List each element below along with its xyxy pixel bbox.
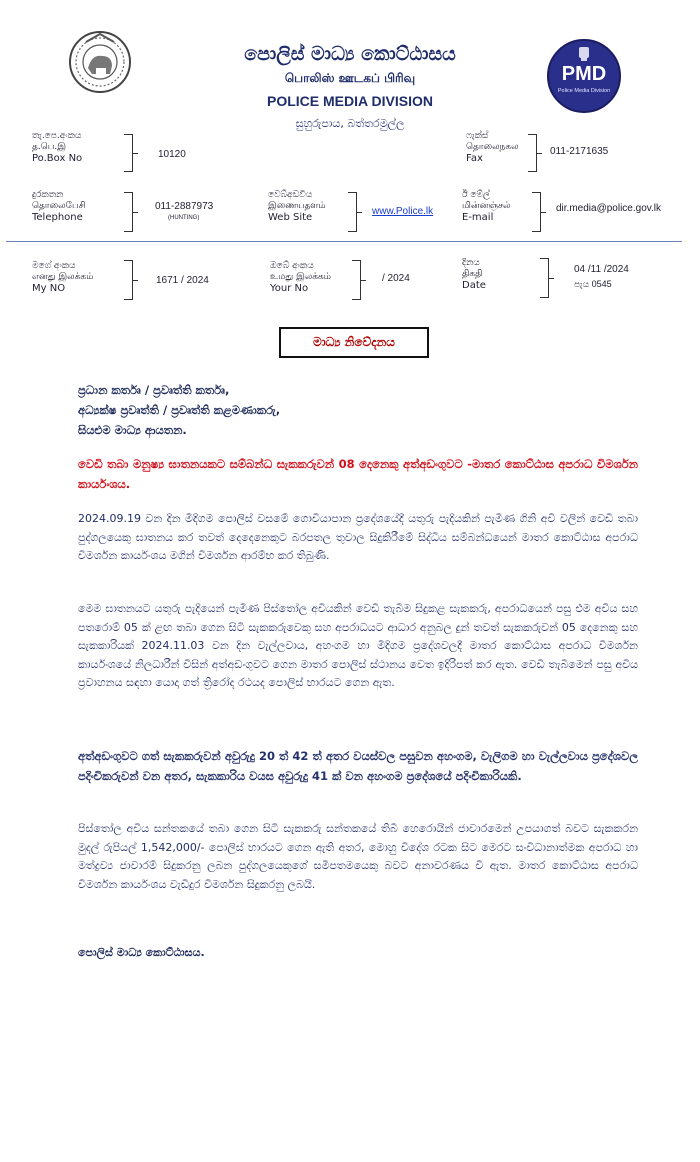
- recipient-line: අධ්‍යක්ෂ ප්‍රවෘත්ති / ප්‍රවෘත්ති කළමණාකරු,: [78, 403, 281, 417]
- email-label: ඊ මේල් மின்னஞ்சல் E-mail: [462, 190, 511, 223]
- recipient-line: සියළුම මාධ්‍ය ආයතන.: [78, 423, 187, 437]
- header-divider: [6, 241, 682, 242]
- time-value: පැය 0545: [574, 279, 612, 289]
- date-label: දිනය திகதி Date: [462, 258, 486, 291]
- recipient-line: ප්‍රධාන කර්තෘ / ප්‍රවෘත්ති කර්තෘ,: [78, 383, 230, 397]
- fax-value: 011-2171635: [550, 146, 609, 157]
- page-title-sinhala: පොලිස් මාධ්‍ය කොට්ඨාසය: [244, 43, 456, 65]
- page-title-english: POLICE MEDIA DIVISION: [267, 93, 433, 109]
- my-no-label: මගේ අංකය எனது இலக்கம் My NO: [32, 261, 94, 294]
- page-title-tamil: பொலிஸ் ஊடகப் பிரிவு: [284, 71, 416, 85]
- email-value[interactable]: dir.media@police.gov.lk: [556, 203, 662, 214]
- pmd-logo: [546, 38, 622, 114]
- paragraph-2: මෙම ඝාතනයට යතුරු පැදියෙන් පැමිණ පිස්තෝල අවියකින් වෙඩි තැබීම සිදුකළ සැකකරු, අපරාධයෙන් පසු එම අවිය සහ පතරොම් 05 ක් ළඟ තබා ගෙන සිටි සැකකරුවෙකු සහ අපරාධයට ආධාර අනුබල දුන් තවත් සැකකරුවන් 05 දෙනෙකු සහ සැකකාරියක් 2024.11.03 වන දින වැල්ලවාය, අහංගම හා මිදිගම ප්‍රදේශවලදී මාතර කොට්ඨාස අපරාධ විමර්ශන කාර්යංශයේ නිලධාරීන් විසින් අත්අඩංගුවට ගෙන මාතර පොලිස් ස්ථානය වෙත ඉදිරිපත් කර ඇත. වෙඩි තැබීමෙන් පසු අවිය ප්‍රවාහනය සඳහා යොදා ගත් ත්‍රිරෝද රථයද පොලිස් භාරයට ගෙන ඇත.: [78, 602, 638, 689]
- your-no-value: / 2024: [382, 273, 410, 284]
- pobox-label: තැ.පෙ.අංකය த.பெ.இ Po.Box No: [32, 131, 83, 164]
- media-release-heading: මාධ්‍ය නිවේදනය: [279, 327, 429, 358]
- subject-line: වෙඩි තබා මනුෂ්‍ය ඝාතනයකට සම්බන්ධ සැකකරුවන් 08 දෙනෙකු අත්අඩංගුවට -මාතර කොට්ඨාස අපරාධ විමර්ශන කාර්යංශය.: [78, 457, 638, 491]
- website-label: වෙබ්අඩවිය இணையதளம் Web Site: [268, 190, 326, 223]
- paragraph-4: පිස්තෝල අවිය සන්තකයේ තබා ගෙන සිටි සැකකරු සන්තකයේ තිබී හෙරොයින් ජාවාරමෙන් උපයාගත් බවට සැකකරන මුදල් රුපියල් 1,542,000/- පොලිස් භාරයට ගෙන ඇති අතර, මොහු විදේශ රටක සිට මෙරට සංවිධානාත්මක අපරාධ හා මත්ද්‍රව්‍ය ජාවාරම් සිදුකරනු ලබන පුද්ගලයෙකුගේ සමීපතමයෙකු බවට අනාවරණය වී ඇත. මාතර කොට්ඨාස අපරාධ විමර්ශන කාර්යංශය වැඩිදුර විමර්ශන සිදුකරනු ලබයි.: [78, 822, 638, 891]
- recipients-block: [78, 380, 638, 440]
- fax-label: ෆැක්ස් தொலைநகல Fax: [466, 131, 519, 164]
- my-no-value: 1671 / 2024: [156, 275, 209, 286]
- website-link[interactable]: www.Police.lk: [372, 206, 434, 217]
- pobox-value: 10120: [158, 149, 186, 160]
- telephone-note: (HUNTING): [168, 215, 200, 221]
- date-value: 04 /11 /2024: [574, 264, 629, 275]
- signature: පොලිස් මාධ්‍ය කොට්ඨාසය.: [78, 946, 205, 959]
- pmd-logo-text: PMD: [561, 63, 607, 85]
- paragraph-3: අත්අඩංගුවට ගත් සැකකරුවන් අවුරුදු 20 ත් 42 ත් අතර වයස්වල පසුවන අහංගම, වැලිගම හා වැල්ලවාය ප්‍රදේශවල පදිංචිකරුවන් වන අතර, සැකකාරිය වයස අවුරුදු 41 ක් වන අහංගම ප්‍රදේශයේ පදිංචිකාරියකි.: [78, 749, 638, 783]
- paragraph-1: 2024.09.19 වන දින මිදිගම පොලිස් වසමේ ගොවියාපාන ප්‍රදේශයේදී යතුරු පැදියකින් පැමිණ ගිනි අවි වලින් වෙඩි තබා පුද්ගලයෙකු ඝාතනය කර තවත් දෙදෙනෙකුට බරපතල තුවාල සිදුකිරීමේ සිද්ධිය සම්බන්ධයෙන් මාතර කොට්ඨාස අපරාධ විමර්ශන කාර්යංශය මගින් විමර්ශන ආරම්භ කර තිබුණි.: [78, 512, 638, 562]
- pmd-logo-subtext: Police Media Division: [557, 88, 611, 94]
- your-no-label: ඔබේ අංකය உமது இலக்கம் Your No: [270, 261, 332, 294]
- office-address: සුහුරුපාය, බත්තරමුල්ල: [295, 117, 405, 130]
- telephone-value: 011-2887973: [155, 201, 214, 212]
- telephone-label: දුරකතන தொலைபேசி Telephone: [32, 190, 86, 223]
